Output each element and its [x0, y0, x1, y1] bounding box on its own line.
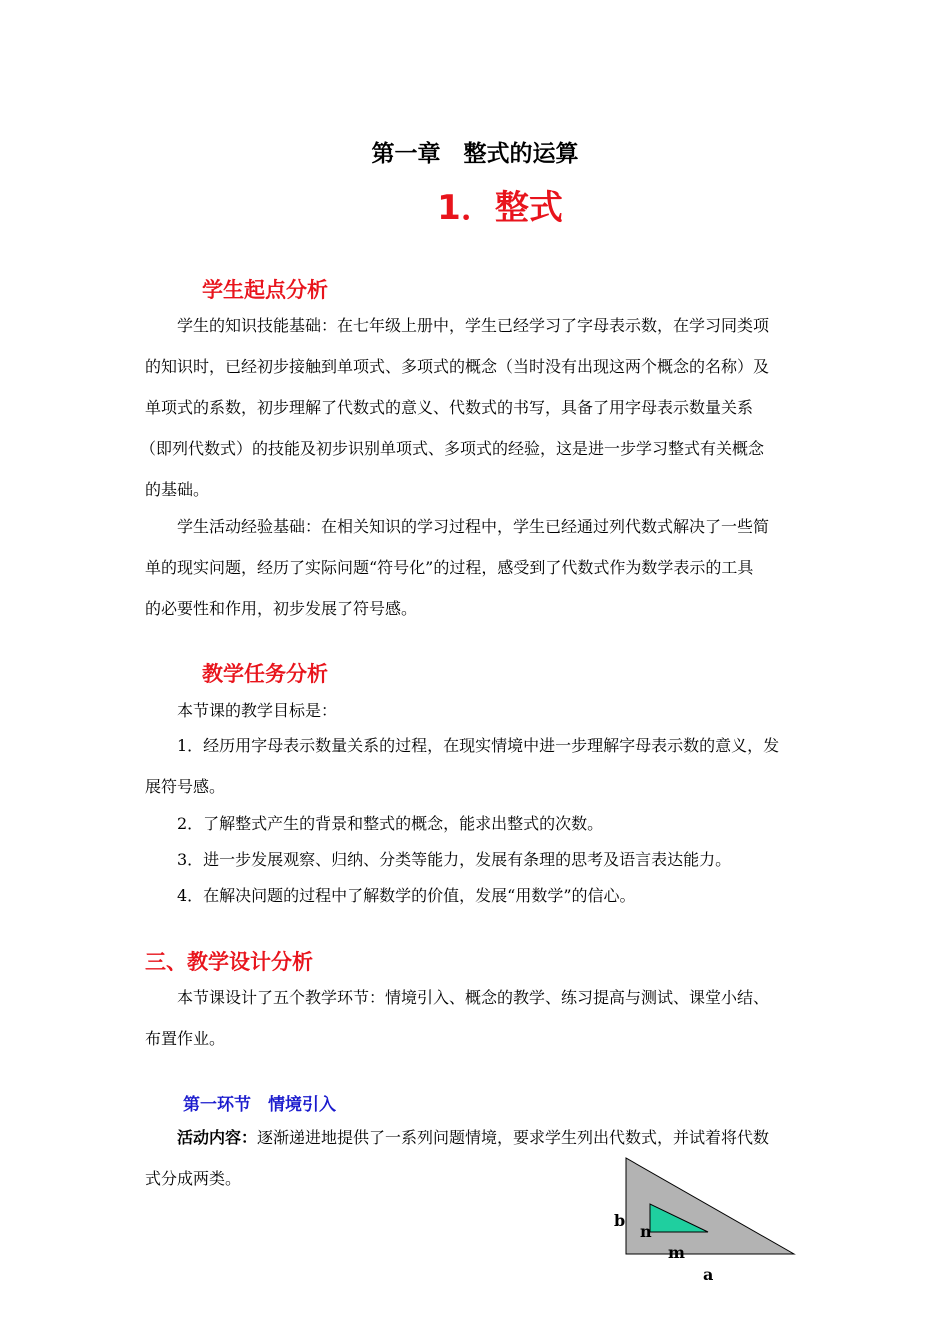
activity-label: 活动内容： [177, 1128, 258, 1147]
label-m: m [668, 1243, 685, 1262]
paragraph-line: 学生的知识技能基础：在七年级上册中，学生已经学习了字母表示数，在学习同类项 [177, 316, 770, 335]
paragraph-line: 本节课设计了五个教学环节：情境引入、概念的教学、练习提高与测试、课堂小结、 [177, 988, 770, 1007]
paragraph-line: 4．在解决问题的过程中了解数学的价值，发展“用数学”的信心。 [177, 886, 636, 905]
subsection-heading-intro: 第一环节 情境引入 [183, 1095, 336, 1115]
paragraph-line: 展符号感。 [145, 777, 226, 796]
label-a: a [703, 1265, 714, 1284]
chapter-title: 第一章 整式的运算 [371, 141, 579, 167]
paragraph-line: 2．了解整式产生的背景和整式的概念，能求出整式的次数。 [177, 814, 604, 833]
paragraph-line: （即列代数式）的技能及初步识别单项式、多项式的经验，这是进一步学习整式有关概念 [140, 439, 765, 458]
paragraph-line: 单的现实问题，经历了实际问题“符号化”的过程，感受到了代数式作为数学表示的工具 [145, 558, 754, 577]
triangle-figure [600, 1150, 810, 1290]
paragraph-line: 3．进一步发展观察、归纳、分类等能力，发展有条理的思考及语言表达能力。 [177, 850, 732, 869]
paragraph-line: 的必要性和作用，初步发展了符号感。 [145, 599, 418, 618]
paragraph-line: 布置作业。 [145, 1029, 226, 1048]
paragraph-line: 式分成两类。 [145, 1169, 242, 1188]
section-heading-task-analysis: 教学任务分析 [202, 662, 328, 686]
activity-text: 逐渐递进地提供了一系列问题情境，要求学生列出代数式，并试着将代数 [257, 1128, 770, 1147]
section-heading-student-analysis: 学生起点分析 [202, 278, 328, 302]
paragraph-line: 的知识时，已经初步接触到单项式、多项式的概念（当时没有出现这两个概念的名称）及 [145, 357, 770, 376]
paragraph-line: 的基础。 [145, 480, 210, 499]
paragraph-line: 本节课的教学目标是： [177, 701, 338, 720]
paragraph-line: 单项式的系数，初步理解了代数式的意义、代数式的书写，具备了用字母表示数量关系 [145, 398, 754, 417]
section-heading-design-analysis: 三、教学设计分析 [145, 950, 313, 974]
paragraph-line: 1．经历用字母表示数量关系的过程，在现实情境中进一步理解字母表示数的意义，发 [177, 736, 780, 755]
activity-line [177, 1128, 769, 1148]
paragraph-line: 学生活动经验基础：在相关知识的学习过程中，学生已经通过列代数式解决了一些简 [177, 517, 770, 536]
lesson-title: 1．整式 [437, 188, 563, 228]
label-b: b [614, 1211, 626, 1230]
label-n: n [640, 1222, 652, 1241]
